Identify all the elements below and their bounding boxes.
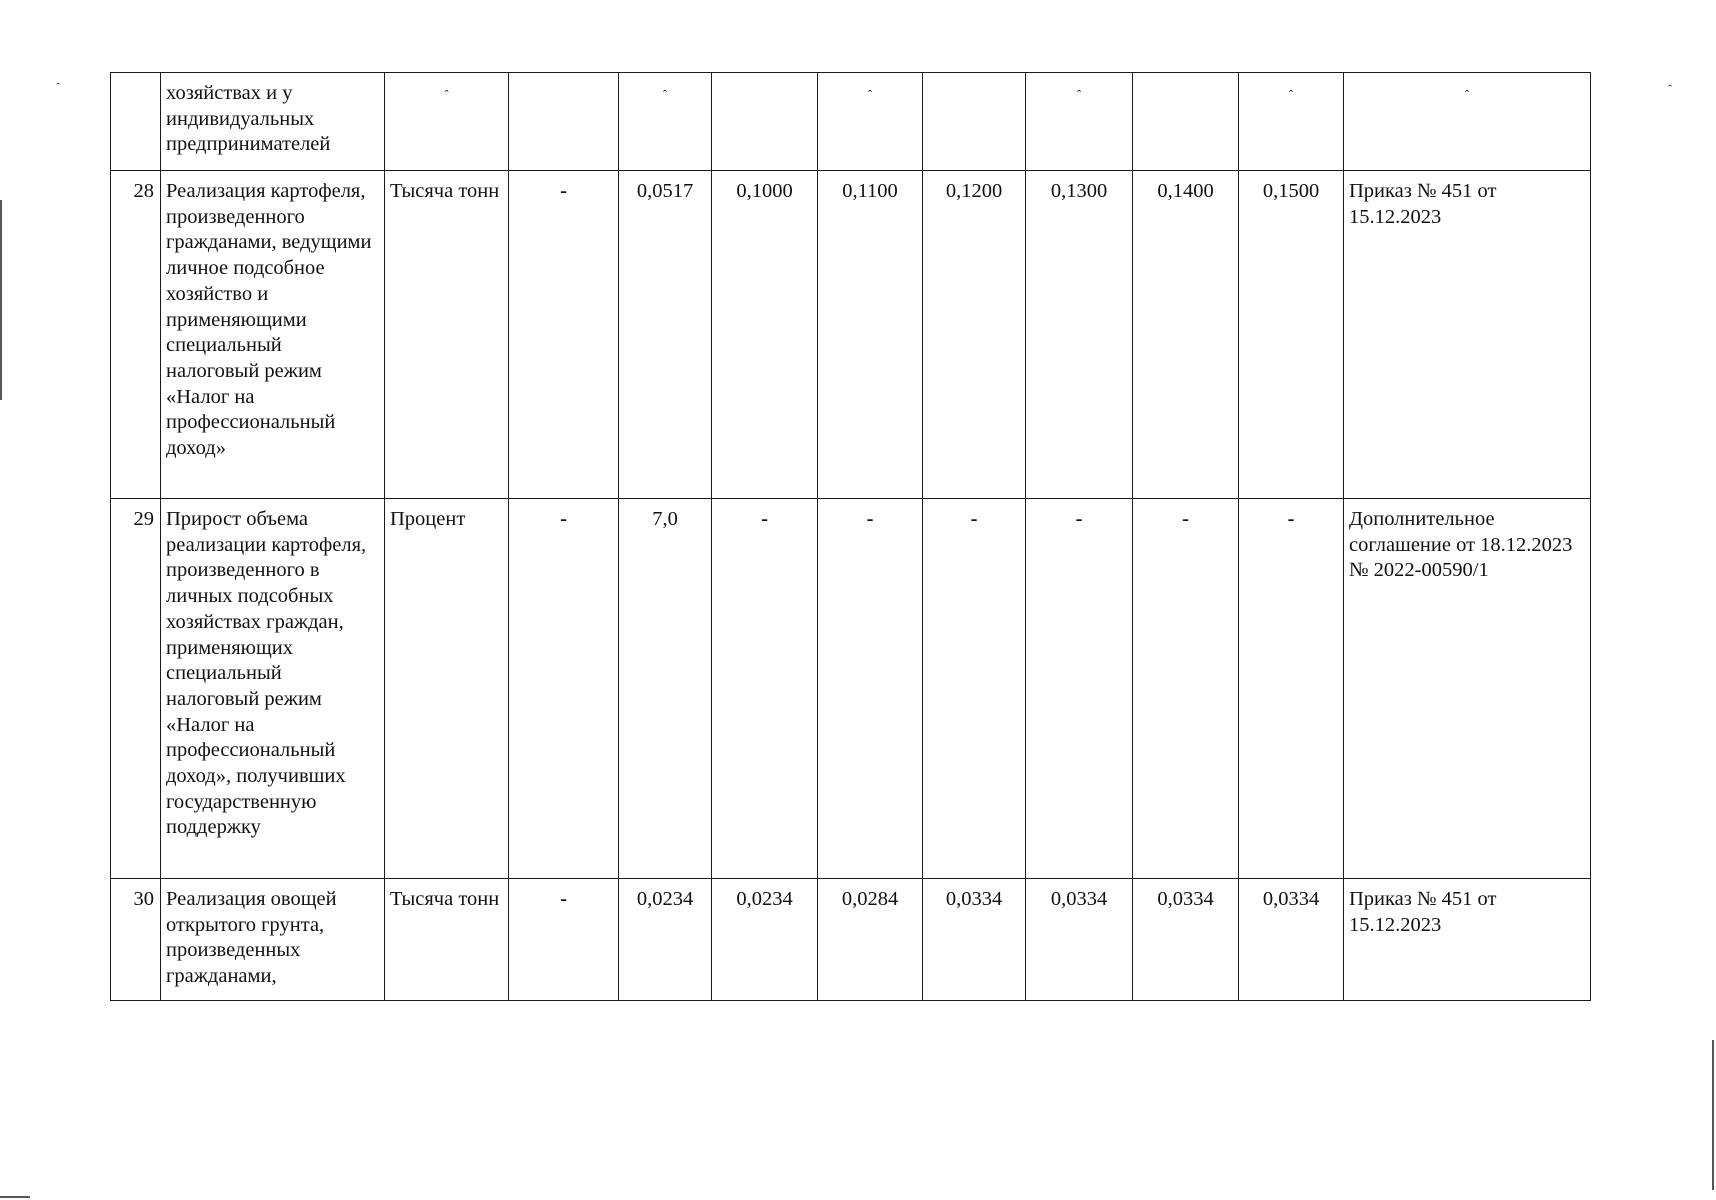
- value-cell: 7,0: [619, 499, 712, 879]
- value-cell: 0,1000: [712, 171, 818, 499]
- base-value-cell: -: [509, 171, 619, 499]
- value-cell: 0,0234: [619, 879, 712, 1001]
- scan-tick: ˆ: [1076, 87, 1082, 102]
- value-cell: -: [712, 499, 818, 879]
- scan-speck-right: ˆ: [1668, 82, 1672, 96]
- value-cell: [1133, 73, 1239, 171]
- scan-edge-right: [1712, 1040, 1714, 1190]
- row-number-cell: 29: [111, 499, 161, 879]
- base-value-cell: [509, 73, 619, 171]
- value-cell: 0,1200: [923, 171, 1026, 499]
- scan-speck-left: ˆ: [56, 80, 60, 94]
- unit-cell: Тысяча тонн: [385, 171, 509, 499]
- value-cell: 0,0334: [1133, 879, 1239, 1001]
- row-number-cell: 28: [111, 171, 161, 499]
- value-cell: 0,0517: [619, 171, 712, 499]
- row-number-cell: 30: [111, 879, 161, 1001]
- value-cell: -: [1026, 499, 1133, 879]
- value-cell: -: [1133, 499, 1239, 879]
- value-cell: -: [1239, 499, 1344, 879]
- indicator-name-cell: Прирост объема реализации картофеля, произведенного в личных подсобных хозяйствах граждан, применяющих специальный налоговый режим «Налог на профессиональный доход», получивших государственную поддержку: [161, 499, 385, 879]
- value-cell: [1026, 73, 1133, 171]
- unit-cell: [385, 73, 509, 171]
- table-row-continuation: [111, 73, 1591, 171]
- scan-tick: ˆ: [1288, 87, 1294, 102]
- value-cell: [923, 73, 1026, 171]
- document-cell: Дополнительное соглашение от 18.12.2023 № 2022-00590/1: [1344, 499, 1591, 879]
- value-cell: [619, 73, 712, 171]
- unit-cell: Процент: [385, 499, 509, 879]
- value-cell: [1239, 73, 1344, 171]
- base-value-cell: -: [509, 499, 619, 879]
- value-cell: 0,0284: [818, 879, 923, 1001]
- value-cell: 0,1100: [818, 171, 923, 499]
- scan-tick: ˆ: [867, 87, 873, 102]
- table-row: [111, 879, 1591, 1001]
- value-cell: 0,1500: [1239, 171, 1344, 499]
- value-cell: 0,0234: [712, 879, 818, 1001]
- value-cell: -: [818, 499, 923, 879]
- unit-cell: Тысяча тонн: [385, 879, 509, 1001]
- base-value-cell: -: [509, 879, 619, 1001]
- document-cell: [1344, 73, 1591, 171]
- indicators-table: [110, 72, 1591, 1001]
- value-cell: [712, 73, 818, 171]
- scan-tick: ˆ: [1464, 87, 1470, 102]
- scan-edge-bottom: [0, 1196, 30, 1198]
- scan-tick: ˆ: [444, 87, 449, 102]
- value-cell: 0,0334: [1026, 879, 1133, 1001]
- value-cell: 0,0334: [1239, 879, 1344, 1001]
- document-cell: Приказ № 451 от 15.12.2023: [1344, 879, 1591, 1001]
- scan-tick: ˆ: [662, 87, 668, 102]
- indicator-name-cell: Реализация овощей открытого грунта, произведенных гражданами,: [161, 879, 385, 1001]
- document-cell: Приказ № 451 от 15.12.2023: [1344, 171, 1591, 499]
- row-number-cell: [111, 73, 161, 171]
- indicator-name-cell: хозяйствах и у индивидуальных предпринимателей: [161, 73, 385, 171]
- value-cell: [818, 73, 923, 171]
- table-row: [111, 171, 1591, 499]
- value-cell: 0,1400: [1133, 171, 1239, 499]
- scan-edge-left: [0, 200, 2, 400]
- value-cell: 0,1300: [1026, 171, 1133, 499]
- value-cell: -: [923, 499, 1026, 879]
- value-cell: 0,0334: [923, 879, 1026, 1001]
- indicator-name-cell: Реализация картофеля, произведенного гражданами, ведущими личное подсобное хозяйство и применяющими специальный налоговый режим «Налог на профессиональный доход»: [161, 171, 385, 499]
- table-row: [111, 499, 1591, 879]
